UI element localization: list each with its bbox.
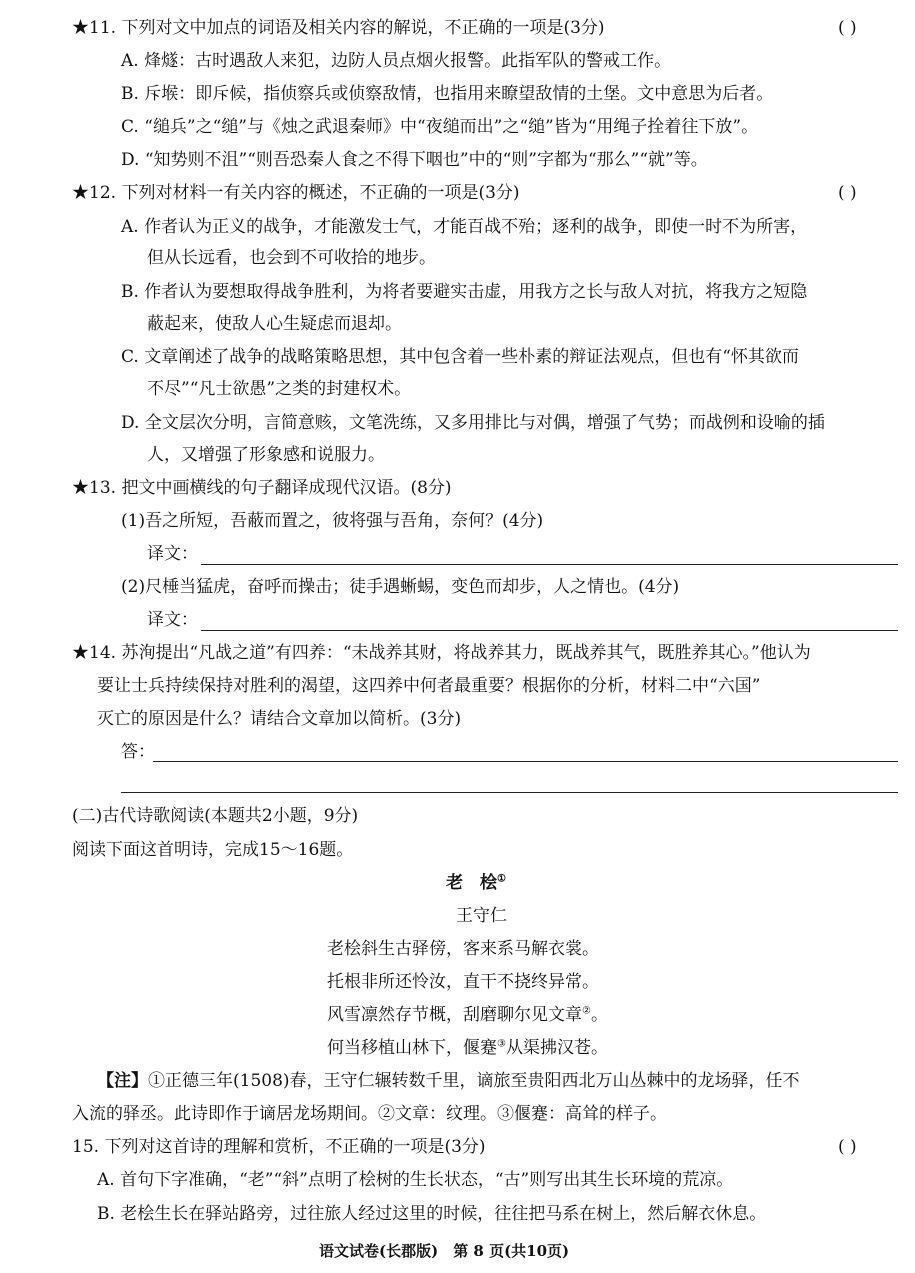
section-heading: (二)古代诗歌阅读(本题共2小题，9分) [72,806,359,826]
poem-notes-line-1: 【注】①正德三年(1508)春，王守仁辗转数千里，谪旅至贵阳西北万山丛棘中的龙场驿，任不 [97,1071,800,1091]
q12-option-a-line2: 但从长远看，也会到不可收拾的地步。 [147,248,436,268]
poem-line-3: 风雪凛然存节概，刮磨聊尔见文章②。 [327,1005,608,1025]
q12-option-c-line2: 不尽”“凡士欲愚”之类的封建权术。 [147,379,412,399]
q13-answer-line-2[interactable] [201,630,898,631]
poem-title: 老 桧① [446,873,506,893]
q12-option-d-line1: D. 全文层次分明，言简意赅，文笔洗练，又多用排比与对偶，增强了气势；而战例和设喻的插 [121,413,825,433]
q15-option-a: A. 首句下字准确，“老”“斜”点明了桧树的生长状态，“古”则写出其生长环境的荒凉。 [97,1170,734,1190]
poem-line-1: 老桧斜生古驿傍，客来系马解衣裳。 [327,939,599,959]
q13-translation-label-1: 译文： [147,544,198,564]
q11-answer-paren: ( ) [838,18,857,38]
q13-stem: ★13. 把文中画横线的句子翻译成现代汉语。(8分) [72,478,452,498]
q12-option-d-line2: 人，又增强了形象感和说服力。 [147,445,385,465]
q14-answer-line-2[interactable] [121,792,898,793]
q13-sentence-2: (2)尺棰当猛虎，奋呼而操击；徒手遇蜥蜴，变色而却步，人之情也。(4分) [121,577,680,597]
q14-line-3: 灭亡的原因是什么？请结合文章加以简析。(3分) [97,709,462,729]
q15-answer-paren: ( ) [838,1137,857,1157]
q11-option-a: A. 烽燧：古时遇敌人来犯，边防人员点烟火报警。此指军队的警戒工作。 [121,51,672,71]
poem-line-2: 托根非所还怜汝，直干不挠终异常。 [327,972,599,992]
poem-notes-line-2: 入流的驿丞。此诗即作于谪居龙场期间。②文章：纹理。③偃蹇：高耸的样子。 [72,1104,667,1124]
q12-option-b-line1: B. 作者认为要想取得战争胜利，为将者要避实击虚，用我方之长与敌人对抗，将我方之短隐 [121,282,808,302]
q12-option-a-line1: A. 作者认为正义的战争，才能激发士气，才能百战不殆；逐利的战争，即使一时不为所害， [121,217,808,237]
page-footer: 语文试卷(长郡版) 第 8 页(共10页) [319,1242,570,1260]
q11-option-c: C. “缒兵”之“缒”与《烛之武退秦师》中“夜缒而出”之“缒”皆为“用绳子拴着往下放”。 [121,117,759,137]
q13-sentence-1: (1)吾之所短，吾蔽而置之，彼将强与吾角，奈何？(4分) [121,511,544,531]
q14-answer-label: 答： [121,742,155,762]
poem-author: 王守仁 [456,906,507,926]
q14-line-1: ★14. 苏洵提出“凡战之道”有四养：“未战养其财，将战养其力，既战养其气，既胜养其心。”他认为 [72,643,811,663]
q11-option-d: D. “知势则不沮”“则吾恐秦人食之不得下咽也”中的“则”字都为“那么”“就”等。 [121,150,708,170]
poem-line-4: 何当移植山林下，偃蹇③从渠拂汉苍。 [327,1038,608,1058]
q11-option-b: B. 斥堠：即斥候，指侦察兵或侦察敌情，也指用来瞭望敌情的土堡。文中意思为后者。 [121,84,774,104]
poem-note-marker-2: ② [582,1005,591,1017]
q15-stem: 15. 下列对这首诗的理解和赏析，不正确的一项是(3分) [72,1137,486,1157]
poem-title-note-marker: ① [497,873,506,885]
q12-answer-paren: ( ) [838,183,857,203]
q13-translation-label-2: 译文： [147,610,198,630]
q12-option-b-line2: 蔽起来，使敌人心生疑虑而退却。 [147,314,402,334]
q11-stem: ★11. 下列对文中加点的词语及相关内容的解说，不正确的一项是(3分) [72,18,605,38]
q14-line-2: 要让士兵持续保持对胜利的渴望，这四养中何者最重要？根据你的分析，材料二中“六国” [97,676,761,696]
q12-stem: ★12. 下列对材料一有关内容的概述，不正确的一项是(3分) [72,183,520,203]
section-instruction: 阅读下面这首明诗，完成15～16题。 [72,840,354,860]
q14-answer-line-1[interactable] [153,761,898,762]
q15-option-b: B. 老桧生长在驿站路旁，过往旅人经过这里的时候，往往把马系在树上，然后解衣休息。 [97,1204,767,1224]
q12-option-c-line1: C. 文章阐述了战争的战略策略思想，其中包含着一些朴素的辩证法观点，但也有“怀其欲而 [121,347,799,367]
poem-note-marker-3: ③ [497,1038,506,1050]
q13-answer-line-1[interactable] [201,564,898,565]
